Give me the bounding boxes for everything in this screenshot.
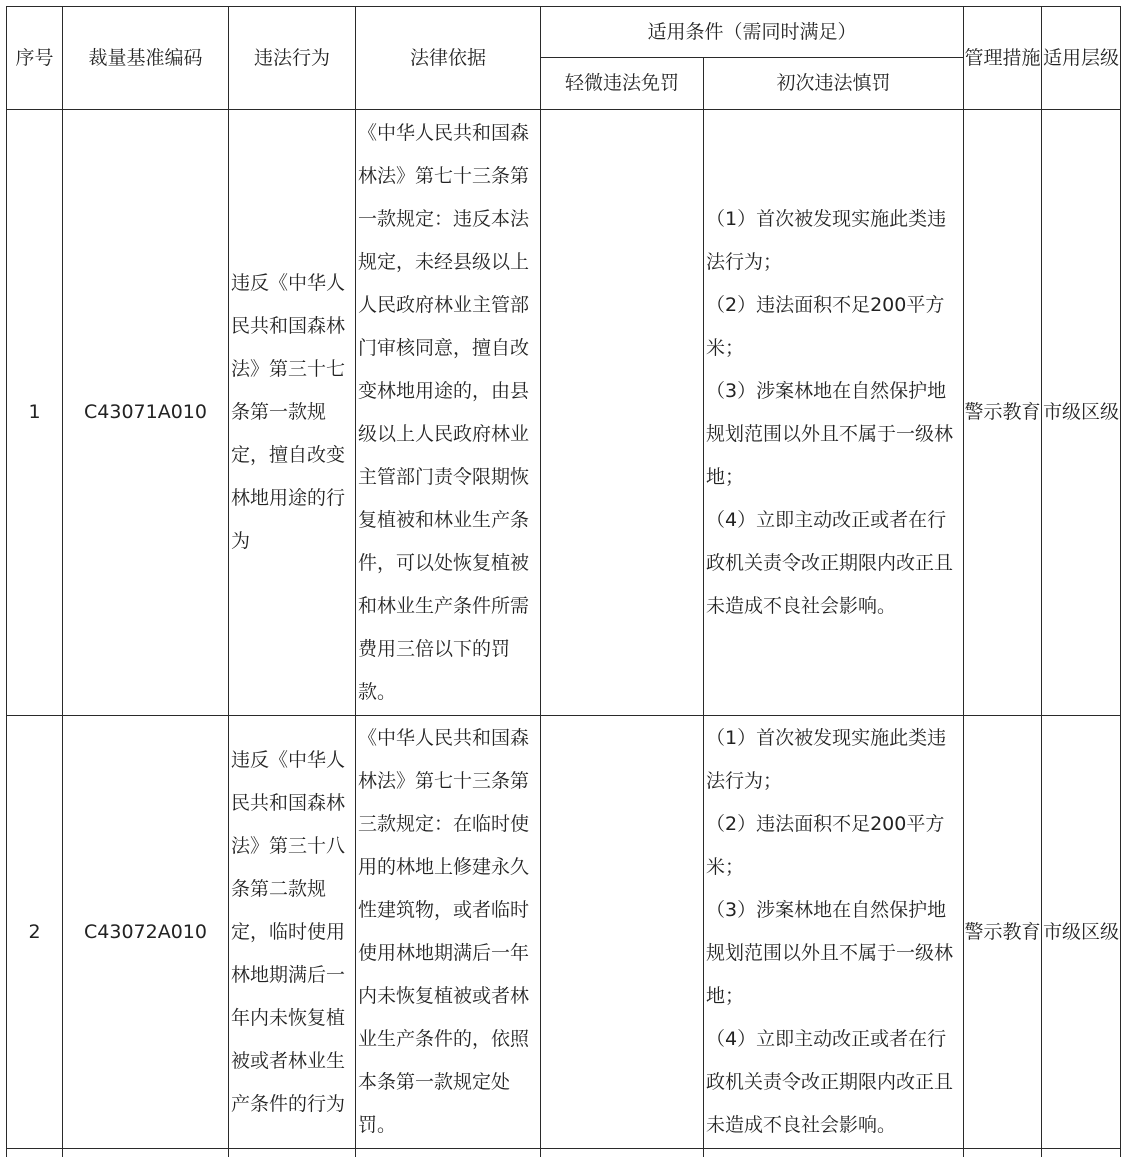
cell-code: C43072A010 xyxy=(63,716,229,1149)
condition-item: （3）涉案林地在自然保护地规划范围以外且不属于一级林地； xyxy=(706,370,961,499)
cell-basis: 《中华人民共和国森林法》第七十三条第三款规定：在临时使用的林地上修建永久性建筑物，或者临时使用林地期满后一年内未恢复植被或者林业生产条件的，依照本条第一款规定处罚。 xyxy=(356,716,541,1149)
cell-first-cautious xyxy=(704,110,964,716)
condition-item: （4）立即主动改正或者在行政机关责令改正期限内改正且未造成不良社会影响。 xyxy=(706,499,961,628)
discretion-table xyxy=(6,6,1121,1157)
header-behavior: 违法行为 xyxy=(229,7,356,110)
cell-code: C43071A010 xyxy=(63,110,229,716)
header-minor-exempt: 轻微违法免罚 xyxy=(541,58,704,110)
cell-level: 市级区级 xyxy=(1042,110,1121,716)
table-row xyxy=(7,110,1121,716)
condition-item: （4）立即主动改正或者在行政机关责令改正期限内改正且未造成不良社会影响。 xyxy=(706,1018,961,1147)
header-level: 适用层级 xyxy=(1042,7,1121,110)
condition-item: （2）违法面积不足200平方米； xyxy=(706,284,961,370)
header-conditions: 适用条件（需同时满足） xyxy=(541,7,964,58)
cell-measures: 警示教育 xyxy=(964,716,1042,1149)
table-row xyxy=(7,716,1121,1149)
header-basis: 法律依据 xyxy=(356,7,541,110)
header-code: 裁量基准编码 xyxy=(63,7,229,110)
cell-behavior: 违反《中华人民共和国森林法》第三十七条第一款规定，擅自改变林地用途的行为 xyxy=(229,110,356,716)
condition-item: （2）违法面积不足200平方米； xyxy=(706,803,961,889)
header-measures: 管理措施 xyxy=(964,7,1042,110)
cell-first-cautious xyxy=(704,716,964,1149)
cell-seq: 1 xyxy=(7,110,63,716)
cell-measures: 警示教育 xyxy=(964,110,1042,716)
header-first-cautious: 初次违法慎罚 xyxy=(704,58,964,110)
cell-basis: 《中华人民共和国森林法》第七十三条第一款规定：违反本法规定，未经县级以上人民政府林业主管部门审核同意，擅自改变林地用途的，由县级以上人民政府林业主管部门责令限期恢复植被和林业生产条件，可以处恢复植被和林业生产条件所需费用三倍以下的罚款。 xyxy=(356,110,541,716)
condition-item: （3）涉案林地在自然保护地规划范围以外且不属于一级林地； xyxy=(706,889,961,1018)
cell-seq: 2 xyxy=(7,716,63,1149)
condition-item: （1）首次被发现实施此类违法行为； xyxy=(706,198,961,284)
header-seq: 序号 xyxy=(7,7,63,110)
cell-minor-exempt xyxy=(541,716,704,1149)
cell-behavior: 违反《中华人民共和国森林法》第三十八条第二款规定，临时使用林地期满后一年内未恢复植被或者林业生产条件的行为 xyxy=(229,716,356,1149)
condition-item: （1）首次被发现实施此类违法行为； xyxy=(706,717,961,803)
cell-minor-exempt xyxy=(541,110,704,716)
cell-level: 市级区级 xyxy=(1042,716,1121,1149)
